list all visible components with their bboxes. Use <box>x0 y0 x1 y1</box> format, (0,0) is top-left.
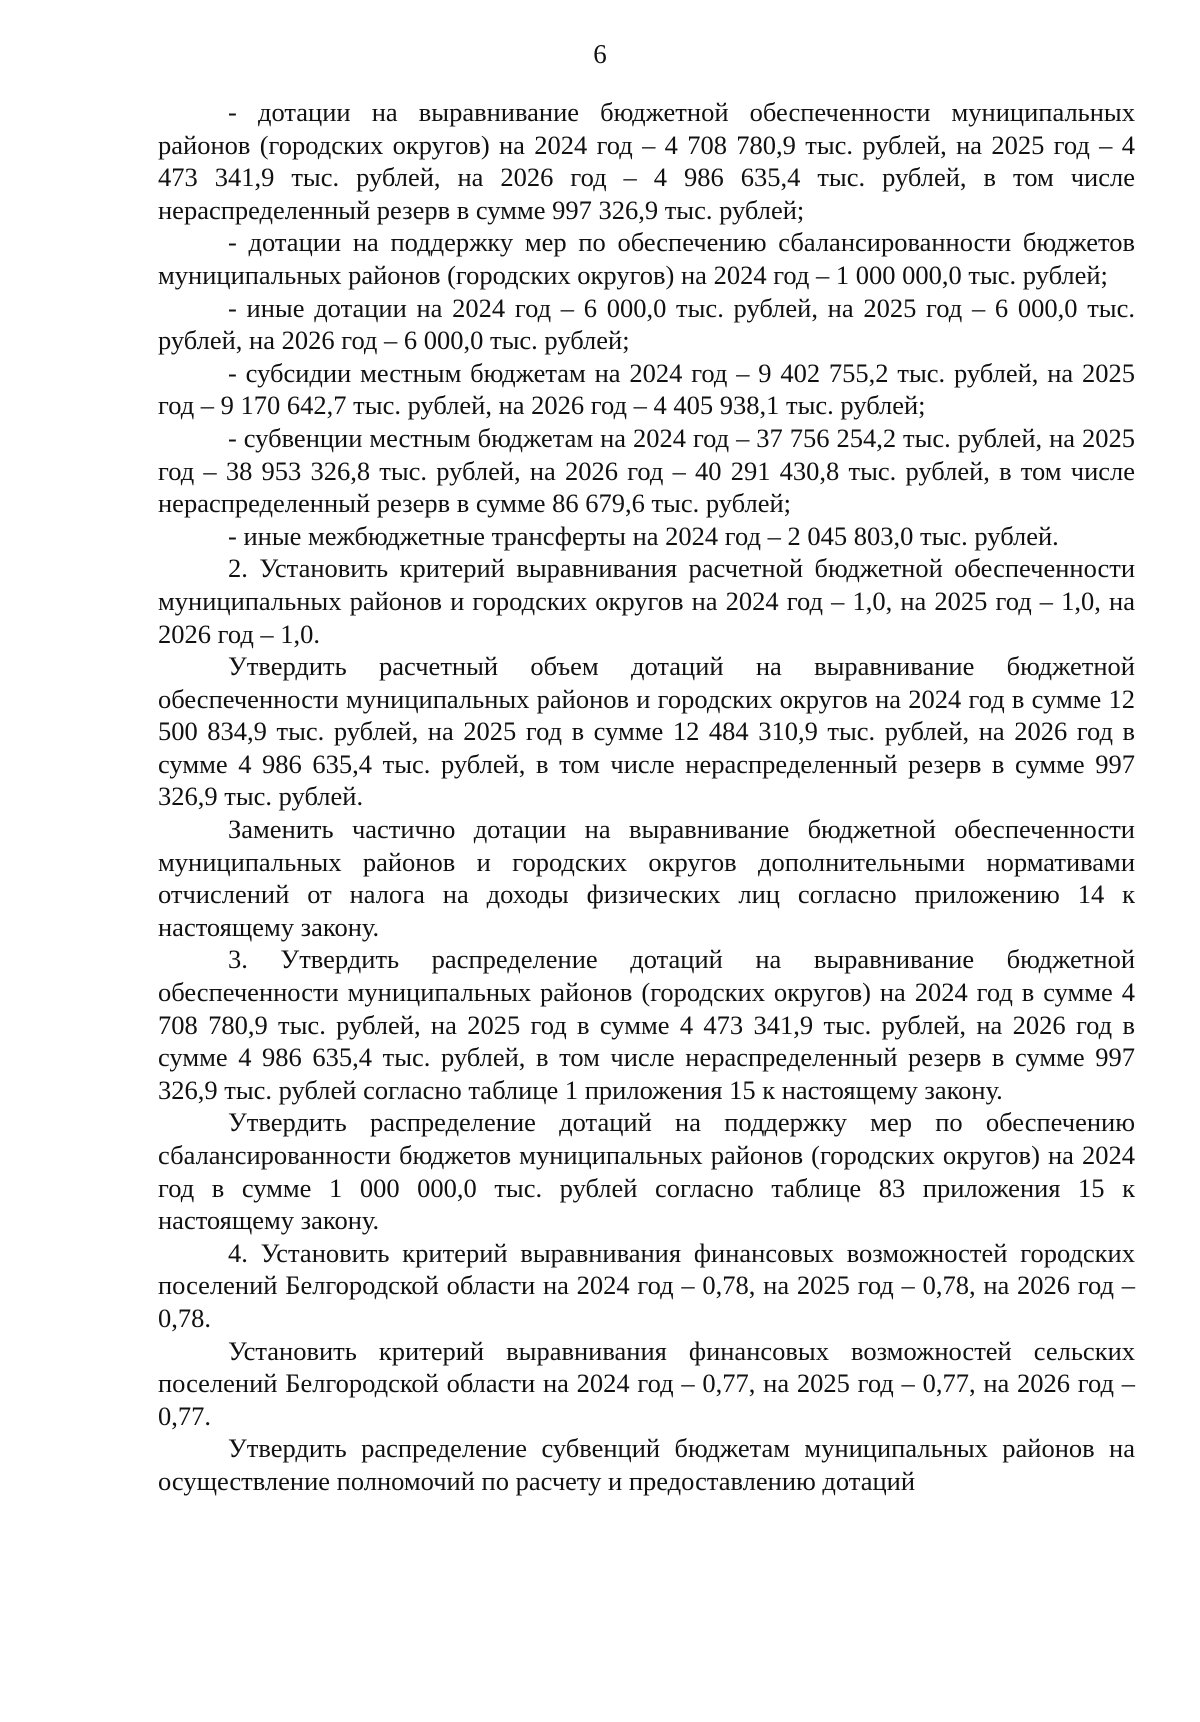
paragraph-estimated-volume: Утвердить расчетный объем дотаций на выравнивание бюджетной обеспеченности муниципальных районов и городских округов на 2024 год в сумме 12 500 834,9 тыс. рублей, на 2025 год в сумме 12 484 310,9 тыс. рублей, на 2026 год в сумме 4 986 635,4 тыс. рублей, в том числе нераспределенный резерв в сумме 997 326,9 тыс. рублей. <box>158 651 1135 812</box>
paragraph-item-2: 2. Установить критерий выравнивания расчетной бюджетной обеспеченности муниципальных районов и городских округов на 2024 год – 1,0, на 2025 год – 1,0, на 2026 год – 1,0. <box>158 553 1135 649</box>
paragraph-other-transfers: - иные межбюджетные трансферты на 2024 год – 2 045 803,0 тыс. рублей. <box>228 520 1059 551</box>
paragraph-balance-distribution: Утвердить распределение дотаций на поддержку мер по обеспечению сбалансированности бюджетов муниципальных районов (городских округов) на 2024 год в сумме 1 000 000,0 тыс. рублей согласно таблице 83 приложения 15 к настоящему закону. <box>158 1107 1135 1236</box>
paragraph-balance-support-subsidies: - дотации на поддержку мер по обеспечению сбалансированности бюджетов муниципальных районов (городских округов) на 2024 год – 1 000 000,0 тыс. рублей; <box>158 227 1135 290</box>
paragraph-subventions: - субвенции местным бюджетам на 2024 год – 37 756 254,2 тыс. рублей, на 2025 год – 38 953 326,8 тыс. рублей, на 2026 год – 40 291 430,8 тыс. рублей, в том числе нераспределенный резерв в сумме 86 679,6 тыс. рублей; <box>158 422 1135 519</box>
page-number: 6 <box>593 39 607 69</box>
paragraph-local-budget-subsidies: - субсидии местным бюджетам на 2024 год – 9 402 755,2 тыс. рублей, на 2025 год – 9 170 642,7 тыс. рублей, на 2026 год – 4 405 938,1 тыс. рублей; <box>158 357 1135 421</box>
paragraph-tax-replacement: Заменить частично дотации на выравнивание бюджетной обеспеченности муниципальных районов и городских округов дополнительными нормативами отчислений от налога на доходы физических лиц согласно приложению 14 к настоящему закону. <box>158 814 1135 942</box>
paragraph-rural-criterion: Установить критерий выравнивания финансовых возможностей сельских поселений Белгородской области на 2024 год – 0,77, на 2025 год – 0,77, на 2026 год – 0,77. <box>158 1335 1135 1431</box>
paragraph-equalization-subsidies: - дотации на выравнивание бюджетной обеспеченности муниципальных районов (городских округов) на 2024 год – 4 708 780,9 тыс. рублей, на 2025 год – 4 473 341,9 тыс. рублей, на 2026 год – 4 986 635,4 тыс. рублей, в том числе нераспределенный резерв в сумме 997 326,9 тыс. рублей; <box>158 97 1135 225</box>
paragraph-subvention-distribution: Утвердить распределение субвенций бюджетам муниципальных районов на осуществление полномочий по расчету и предоставлению дотаций <box>158 1433 1135 1496</box>
paragraph-item-3: 3. Утвердить распределение дотаций на выравнивание бюджетной обеспеченности муниципальных районов (городских округов) на 2024 год в сумме 4 708 780,9 тыс. рублей, на 2025 год в сумме 4 473 341,9 тыс. рублей, на 2026 год в сумме 4 986 635,4 тыс. рублей, в том числе нераспределенный резерв в сумме 997 326,9 тыс. рублей согласно таблице 1 приложения 15 к настоящему закону. <box>158 944 1135 1105</box>
paragraph-other-subsidies: - иные дотации на 2024 год – 6 000,0 тыс. рублей, на 2025 год – 6 000,0 тыс. рублей, на 2026 год – 6 000,0 тыс. рублей; <box>158 292 1135 356</box>
document-body <box>158 96 1135 1498</box>
paragraph-item-4: 4. Установить критерий выравнивания финансовых возможностей городских поселений Белгородской области на 2024 год – 0,78, на 2025 год – 0,78, на 2026 год – 0,78. <box>158 1237 1135 1333</box>
